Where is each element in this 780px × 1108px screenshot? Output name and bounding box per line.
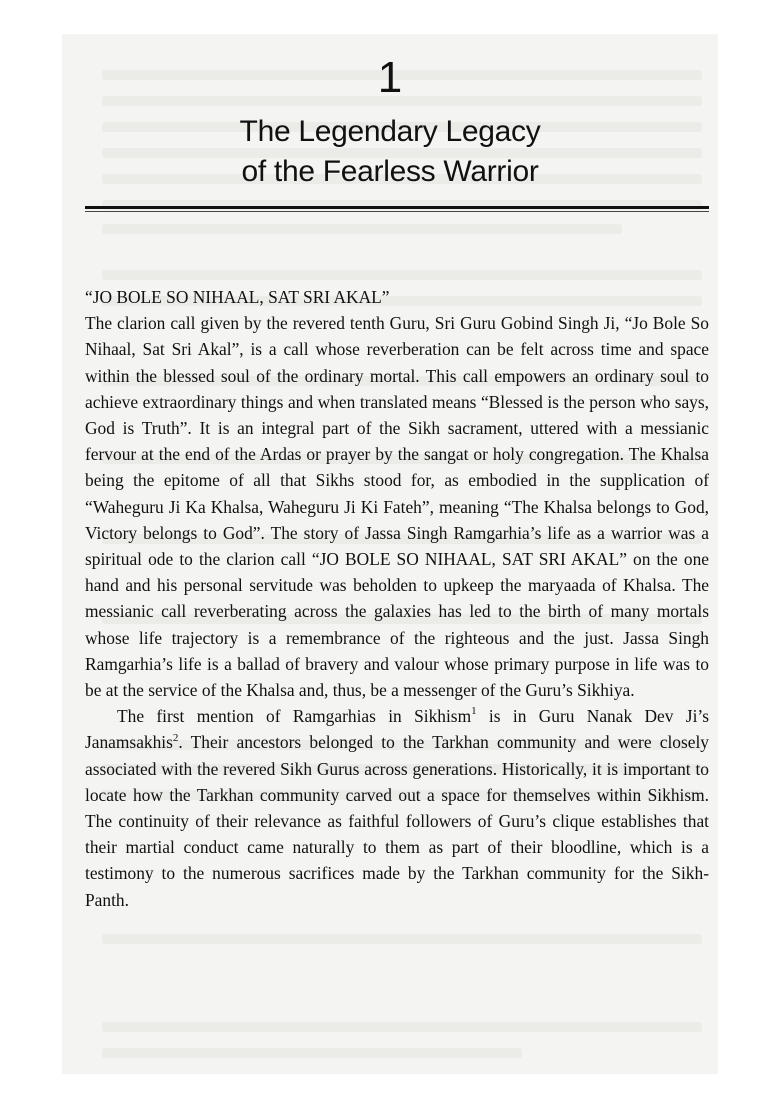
title-rule-thin (85, 211, 709, 212)
paragraph-2-part-3: . Their ancestors belonged to the Tarkhan community and were closely associated with the revered Sikh Gurus across generations. Historically, it is important to locate how the Tarkhan community carved out a space for themselves within Sikhism. The continuity of their relevance as faithful followers of Guru’s clique establishes that their martial conduct came naturally to them as part of their bloodline, which is a testimony to the numerous sacrifices made by the Tarkhan community for the Sikh-Panth. (85, 732, 709, 910)
body-text (85, 284, 709, 913)
chapter-title-line-2: of the Fearless Warrior (241, 155, 539, 188)
footnote-marker-2[interactable]: 2 (172, 731, 179, 744)
paragraph-2-part-2: is in Guru Nanak Dev Ji’s Janamsakhis (85, 706, 709, 753)
chapter-number: 1 (377, 53, 403, 102)
paragraph-2 (85, 703, 709, 913)
paragraph-1: The clarion call given by the revered tenth Guru, Sri Guru Gobind Singh Ji, “Jo Bole So Nihaal, Sat Sri Akal”, is a call whose reverberation can be felt across time and space within the blessed soul of the ordinary mortal. This call empowers an ordinary soul to achieve extraordinary things and when translated means “Blessed is the person who says, God is Truth”. It is an integral part of the Sikh sacrament, uttered with a messianic fervour at the end of the Ardas or prayer by the sangat or holy congregation. The Khalsa being the epitome of all that Sikhs stood for, as embodied in the supplication of “Waheguru Ji Ka Khalsa, Waheguru Ji Ki Fateh”, meaning “The Khalsa belongs to God, Victory belongs to God”. The story of Jassa Singh Ramgarhia’s life as a warrior was a spiritual ode to the clarion call “JO BOLE SO NIHAAL, SAT SRI AKAL” on the one hand and his personal servitude was beholden to upkeep the maryaada of Khalsa. The messianic call reverberating across the galaxies has led to the birth of many mortals whose life trajectory is a remembrance of the righteous and the just. Jassa Singh Ramgarhia’s life is a ballad of bravery and valour whose primary purpose in life was to be at the service of the Khalsa and, thus, be a messenger of the Guru’s Sikhiya. (85, 313, 709, 701)
chapter-title-line-1: The Legendary Legacy (239, 115, 541, 148)
title-rule-thick (85, 206, 709, 209)
chapter-title (0, 112, 780, 192)
section-heading: “JO BOLE SO NIHAAL, SAT SRI AKAL” (85, 287, 390, 307)
footnote-marker-1[interactable]: 1 (471, 705, 477, 718)
paragraph-2-part-1: The first mention of Ramgarhias in Sikhism (117, 706, 472, 727)
